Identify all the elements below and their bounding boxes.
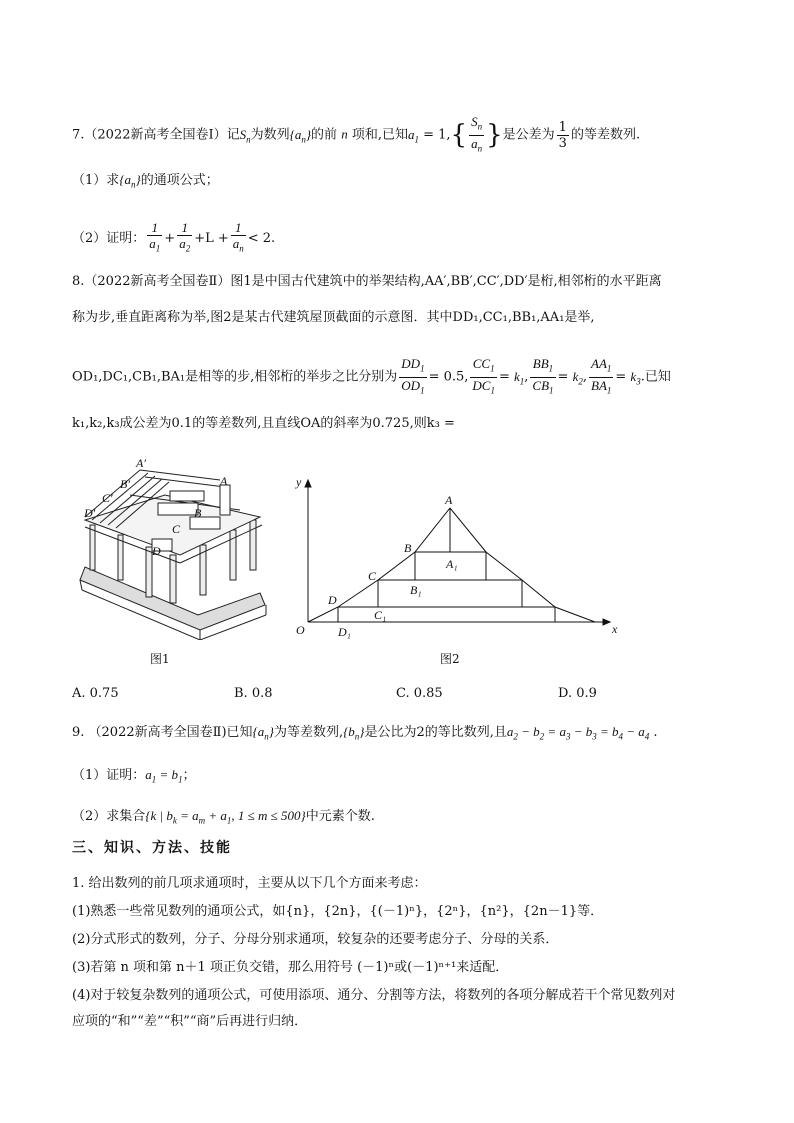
q9-part2: （2）求集合{k | $b_k = a_m + a_1$, 1 ≤ m ≤ 500}中元素个数. (72, 808, 375, 826)
q7-part1: （1）求$\{a_n\}$的通项公式； (72, 172, 219, 190)
fig2-label-a1: A₁ (446, 557, 458, 571)
fig1-label-a-prime: A′ (136, 456, 146, 470)
fig1-label-a: A (220, 474, 228, 488)
option-c[interactable]: C. 0.85 (396, 686, 443, 701)
section-item-4b: 应项的“和”“差”“积”“商”后再进行归纳． (72, 1014, 308, 1029)
section-item-4a: (4)对于较复杂数列的通项公式，可使用添项、通分、分割等方法，将数列的各项分解成若干个常见数列对 (72, 988, 676, 1003)
fig2-label-o: O (296, 623, 305, 637)
fig2-label-b: B (404, 541, 412, 555)
fig1-label-d-prime: D′ (84, 506, 96, 520)
fig2-label-b1: B₁ (410, 583, 422, 597)
fig2-label-c: C (368, 569, 377, 583)
fig2-label-d1: D₁ (338, 625, 351, 639)
fig2-label-y: y (296, 475, 302, 489)
option-d[interactable]: D. 0.9 (558, 686, 597, 701)
fig2-label-d: D (328, 593, 337, 607)
q8-line2: 称为步,垂直距离称为举,图2是某古代建筑屋顶截面的示意图．其中DD₁,CC₁,BB₁,AA₁是举, (72, 310, 595, 325)
q9-stem: 9. （2022新高考全国卷Ⅱ)已知$\{a_n\}$为等差数列$,\{b_n\}$是公比为2的等比数列,且$a_2 - b_2 = a_3 - b_3 = b_4 - a_4$ . (72, 724, 658, 742)
fig1-caption: 图1 (150, 652, 170, 666)
fig2-label-a: A (445, 493, 453, 507)
fig1-label-b: B (194, 506, 202, 520)
fig1-label-b-prime: B′ (120, 477, 130, 491)
figure1-building (70, 455, 270, 640)
section-intro: 1. 给出数列的前几项求通项时，主要从以下几个方面来考虑： (72, 876, 427, 891)
fig1-label-d: D (152, 544, 161, 558)
q7-stem: 7.（2022新高考全国卷Ⅰ）记$S_n$为数列$\{a_n\}$的前 n 项和,已知$a_1 = 1$,{ $\frac{S_n}{a_n}$ }是公差为 $\frac{1}{3}$ 的等差数列. (72, 114, 641, 154)
section-item-3: (3)若第 n 项和第 n＋1 项正负交错，那么用符号 (－1)ⁿ或(－1)ⁿ⁺¹来适配． (72, 960, 509, 975)
fig2-label-x: x (612, 622, 618, 636)
q8-line1: 8.（2022新高考全国卷Ⅱ）图1是中国古代建筑中的举架结构,AA′,BB′,CC′,DD′是桁,相邻桁的水平距离 (72, 274, 662, 289)
section-item-1: (1)熟悉一些常见数列的通项公式，如{n}，{2n}，{(－1)ⁿ}，{2ⁿ}，{n²}，{2n－1}等． (72, 904, 604, 919)
option-a[interactable]: A. 0.75 (72, 686, 119, 701)
fig2-label-c1: C₁ (374, 608, 387, 622)
option-b[interactable]: B. 0.8 (234, 686, 273, 701)
fig1-label-c: C (172, 522, 181, 536)
q7-part2: （2）证明： $\frac{1}{a_1}$ + $\frac{1}{a_2}$ +L + $\frac{1}{a_n}$ < 2. (72, 220, 276, 254)
q9-part1: （1）证明：$a_1 = b_1$； (72, 767, 196, 785)
section-heading: 三、知识、方法、技能 (72, 840, 232, 856)
q8-line4: k₁,k₂,k₃成公差为0.1的等差数列,且直线OA的斜率为0.725,则k₃ = (72, 416, 455, 431)
q8-line3: OD₁,DC₁,CB₁,BA₁是相等的步,相邻桁的举步之比分别为 $\frac{DD_1}{OD_1}$ = 0.5, $\frac{CC_1}{DC_1}$ = $k_1$, $\frac{BB_1}{CB_1}$ = $k_2$, $\frac{AA_1}{BA_1}$ = $k_3$.已知 (72, 356, 671, 396)
fig2-caption: 图2 (440, 652, 460, 666)
fig1-label-c-prime: C′ (102, 491, 113, 505)
figure2-roof-section (290, 470, 630, 645)
section-item-2: (2)分式形式的数列，分子、分母分别求通项，较复杂的还要考虑分子、分母的关系． (72, 932, 559, 947)
